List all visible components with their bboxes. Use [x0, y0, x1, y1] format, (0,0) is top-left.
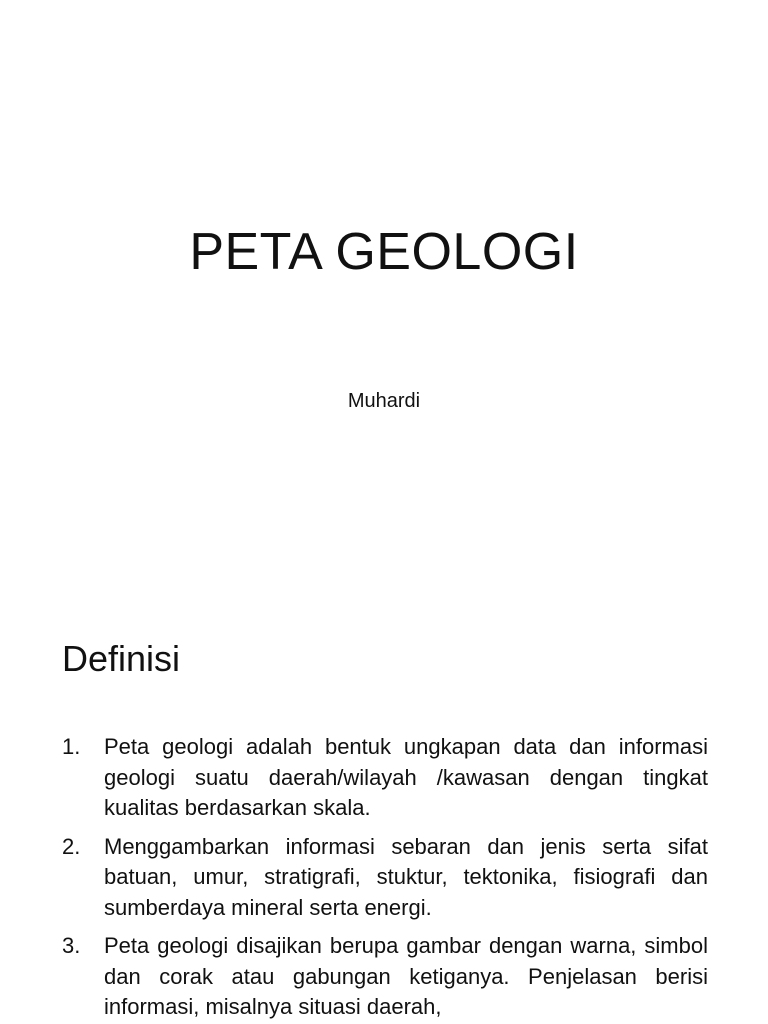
definition-heading: Definisi: [62, 638, 181, 679]
list-item-text: Peta geologi disajikan berupa gambar dengan warna, simbol dan corak atau gabungan ketiganya. Penjelasan berisi informasi, misalnya situasi daerah,: [104, 933, 708, 1019]
slide-title: PETA GEOLOGI: [189, 223, 579, 281]
list-item-text: Menggambarkan informasi sebaran dan jenis serta sifat batuan, umur, stratigrafi, stuktur, tektonika, fisiografi dan sumberdaya mineral serta energi.: [104, 833, 708, 920]
list-item: [62, 832, 708, 924]
definition-slide: [0, 576, 768, 1024]
list-item-number: 3.: [62, 933, 81, 958]
list-item: [62, 732, 708, 824]
list-item: [62, 931, 708, 1023]
list-item-number: 2.: [62, 833, 81, 859]
slide-author: Muhardi: [347, 390, 421, 412]
definition-list: [62, 732, 708, 1024]
list-item-text: Peta geologi adalah bentuk ungkapan data dan informasi geologi suatu daerah/wilayah /kawasan dengan tingkat kualitas berdasarkan skala.: [104, 734, 708, 820]
list-item-number: 1.: [62, 734, 81, 759]
